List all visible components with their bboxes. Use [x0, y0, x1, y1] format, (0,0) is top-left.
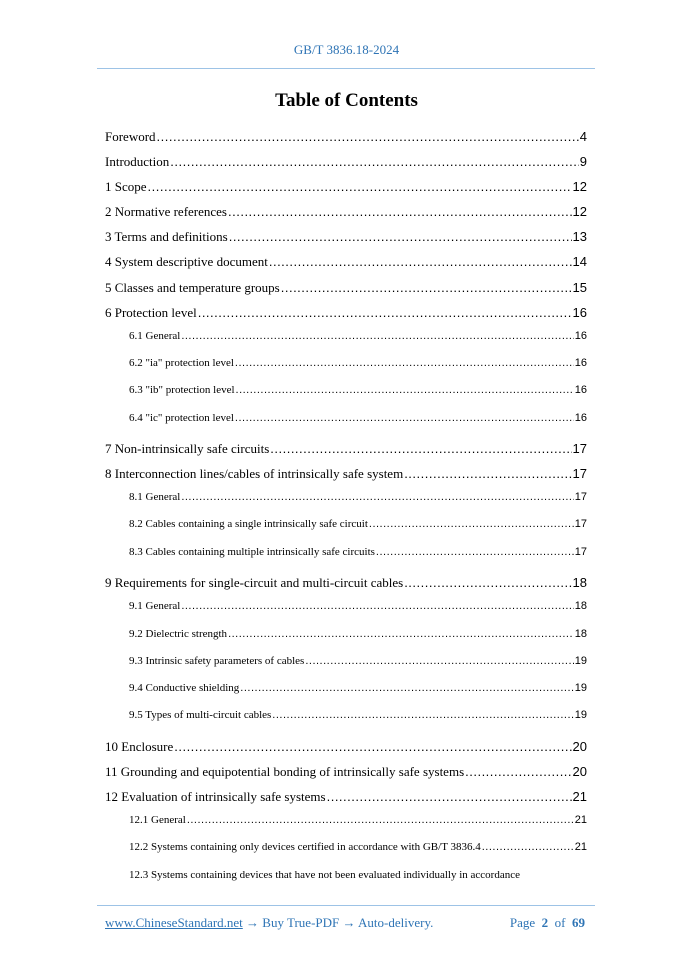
toc-entry-title: 6.4 "ic" protection level — [129, 411, 234, 424]
toc-dot-leader — [376, 543, 574, 561]
toc-entry[interactable] — [105, 277, 587, 302]
toc-entry[interactable] — [105, 786, 587, 811]
toc-entry-title: 9.1 General — [129, 600, 181, 613]
toc-entry-title: 6.3 "ib" protection level — [129, 384, 235, 397]
toc-dot-leader — [240, 679, 573, 697]
toc-entry[interactable] — [105, 302, 587, 327]
toc-entry[interactable] — [105, 811, 587, 838]
toc-entry[interactable] — [105, 126, 587, 151]
toc-dot-leader — [272, 706, 573, 724]
toc-dot-leader — [174, 736, 571, 758]
toc-page-number: 17 — [572, 441, 587, 456]
toc-entry-title: 6 Protection level — [105, 304, 197, 320]
toc-entry[interactable] — [105, 679, 587, 706]
toc-entry-title: 10 Enclosure — [105, 738, 174, 754]
toc-page-number: 19 — [574, 709, 587, 722]
website-link[interactable]: www.ChineseStandard.net — [105, 915, 243, 930]
arrow-icon: → — [246, 915, 260, 930]
toc-dot-leader — [270, 438, 571, 460]
toc-entry[interactable] — [105, 736, 587, 761]
toc-entry[interactable] — [105, 838, 587, 865]
toc-entry[interactable] — [105, 381, 587, 408]
toc-entry[interactable] — [105, 176, 587, 201]
toc-page-number: 17 — [574, 491, 587, 504]
toc-page-number: 19 — [574, 682, 587, 695]
toc-entry-title: 8.3 Cables containing multiple intrinsically safe circuits — [129, 545, 375, 558]
toc-entry-title: 9.3 Intrinsic safety parameters of cables — [129, 654, 305, 667]
toc-entry-title: 8 Interconnection lines/cables of intrinsically safe system — [105, 466, 404, 482]
total-page-count: 69 — [572, 915, 585, 930]
toc-entry-title: Foreword — [105, 129, 156, 144]
toc-page-number: 16 — [574, 384, 587, 397]
toc-entry[interactable] — [105, 706, 587, 736]
toc-page-number: 21 — [574, 814, 587, 827]
toc-page-number: 12 — [572, 204, 587, 220]
page-of-label: of — [554, 915, 566, 930]
toc-dot-leader — [404, 572, 571, 594]
toc-dot-leader — [404, 463, 571, 485]
toc-dot-leader — [198, 302, 572, 324]
toc-page-number: 20 — [572, 763, 587, 779]
toc-dot-leader — [327, 786, 572, 808]
toc-entry-title: 8.2 Cables containing a single intrinsically safe circuit — [129, 518, 368, 531]
toc-page-number: 4 — [579, 129, 587, 144]
toc-entry-title: 2 Normative references — [105, 204, 227, 220]
toc-page-number: 21 — [572, 788, 587, 804]
auto-delivery-text: Auto-delivery. — [358, 915, 434, 930]
toc-entry[interactable] — [105, 438, 587, 463]
toc-dot-leader — [228, 201, 572, 223]
toc-dot-leader — [465, 761, 571, 783]
toc-page-number: 17 — [572, 466, 587, 482]
table-of-contents — [105, 126, 587, 895]
toc-page-number: 18 — [574, 627, 587, 640]
toc-entry[interactable] — [105, 463, 587, 488]
toc-entry[interactable] — [105, 226, 587, 251]
toc-page-number: 18 — [574, 600, 587, 613]
page-indicator — [510, 915, 585, 931]
toc-entry-title: 12 Evaluation of intrinsically safe systems — [105, 788, 326, 804]
toc-page-number: 13 — [572, 229, 587, 245]
toc-entry-title: 7 Non-intrinsically safe circuits — [105, 441, 270, 456]
toc-entry-title: 5 Classes and temperature groups — [105, 279, 280, 295]
arrow-icon: → — [342, 915, 356, 930]
toc-dot-leader — [187, 811, 574, 829]
toc-page-number: 17 — [574, 545, 587, 558]
toc-dot-leader — [181, 597, 573, 615]
toc-page-number: 16 — [574, 329, 587, 342]
toc-entry[interactable] — [105, 625, 587, 652]
toc-page-number: 17 — [574, 518, 587, 531]
toc-entry[interactable] — [105, 515, 587, 542]
toc-entry[interactable] — [105, 327, 587, 354]
toc-entry-title: Introduction — [105, 154, 170, 170]
toc-dot-leader — [369, 515, 574, 533]
toc-entry[interactable] — [105, 201, 587, 226]
toc-dot-leader — [305, 652, 573, 670]
toc-dot-leader — [281, 277, 572, 299]
toc-page-number: 16 — [574, 411, 587, 424]
toc-entry-title: 6.2 "ia" protection level — [129, 357, 234, 369]
toc-entry-title: 11 Grounding and equipotential bonding of intrinsically safe systems — [105, 763, 465, 779]
current-page-number: 2 — [541, 915, 549, 930]
buy-true-pdf-link[interactable]: Buy True-PDF — [262, 915, 340, 930]
toc-entry[interactable] — [105, 761, 587, 786]
toc-entry-title: 12.2 Systems containing only devices certified in accordance with GB/T 3836.4 — [129, 841, 481, 854]
toc-page-number: 16 — [572, 304, 587, 320]
toc-dot-leader — [269, 251, 572, 273]
toc-page-number: 18 — [572, 575, 587, 591]
toc-entry[interactable] — [105, 409, 587, 439]
toc-dot-leader — [148, 176, 572, 198]
toc-page-number: 20 — [572, 738, 587, 754]
toc-entry-title: 9 Requirements for single-circuit and multi-circuit cables — [105, 575, 404, 591]
footer-divider — [97, 905, 595, 906]
toc-page-number: 9 — [579, 154, 587, 170]
toc-entry-title: 9.4 Conductive shielding — [129, 682, 240, 695]
toc-entry-title: 12.3 Systems containing devices that have not been evaluated individually in accordance — [129, 868, 520, 881]
toc-page-number: 14 — [572, 254, 587, 270]
toc-entry-title: 8.1 General — [129, 491, 181, 504]
toc-entry-title: 4 System descriptive document — [105, 254, 268, 270]
toc-entry-title: 1 Scope — [105, 179, 147, 195]
toc-entry[interactable] — [105, 543, 587, 573]
toc-dot-leader — [482, 838, 574, 856]
toc-entry[interactable] — [105, 597, 587, 624]
footer-promo — [105, 915, 433, 931]
toc-page-number: 19 — [574, 654, 587, 667]
toc-dot-leader — [229, 226, 572, 248]
toc-entry[interactable] — [105, 251, 587, 276]
toc-dot-leader — [235, 354, 574, 372]
toc-entry[interactable] — [105, 151, 587, 176]
toc-entry[interactable] — [105, 866, 587, 896]
toc-entry[interactable] — [105, 354, 587, 381]
toc-entry[interactable] — [105, 572, 587, 597]
toc-dot-leader — [181, 327, 573, 345]
toc-entry-title: 6.1 General — [129, 329, 181, 342]
toc-page-number: 12 — [572, 179, 587, 195]
toc-dot-leader — [228, 625, 574, 643]
toc-entry-title: 12.1 General — [129, 814, 186, 827]
page-prefix: Page — [509, 915, 536, 930]
header-divider — [97, 68, 595, 69]
toc-page-number: 16 — [574, 357, 587, 369]
toc-entry[interactable] — [105, 488, 587, 515]
toc-dot-leader — [235, 409, 574, 427]
toc-entry-title: 3 Terms and definitions — [105, 229, 228, 245]
toc-page-number: 15 — [572, 279, 587, 295]
toc-dot-leader — [236, 381, 574, 399]
toc-entry-title: 9.5 Types of multi-circuit cables — [129, 709, 272, 722]
toc-dot-leader — [181, 488, 573, 506]
toc-dot-leader — [157, 126, 579, 148]
toc-page-number: 21 — [574, 841, 587, 854]
toc-dot-leader — [170, 151, 579, 173]
document-id-header: GB/T 3836.18-2024 — [293, 42, 400, 57]
toc-entry-title: 9.2 Dielectric strength — [129, 627, 228, 640]
page-title: Table of Contents — [275, 90, 418, 111]
toc-entry[interactable] — [105, 652, 587, 679]
